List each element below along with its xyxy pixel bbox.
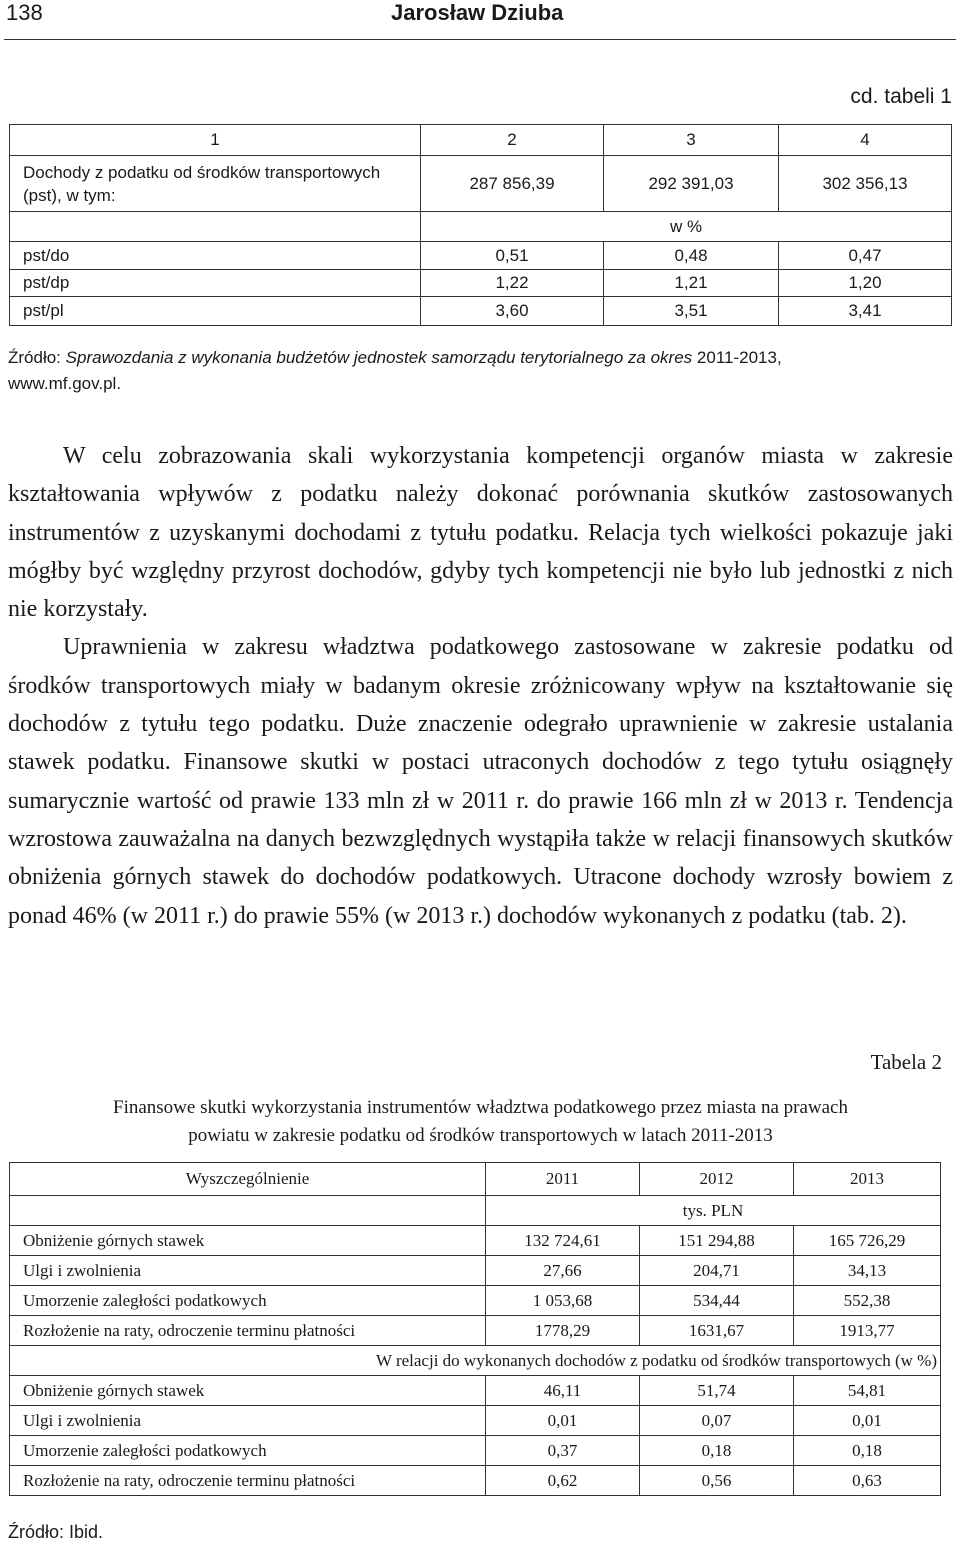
table-row <box>10 297 952 326</box>
paragraph: W celu zobrazowania skali wykorzystania kompetencji organów miasta w zakresie kształtowania wpływów z podatku należy dokonać porównania skutków zastosowanych instrumentów z uzyskanymi dochodami z tytułu podatku. Relacja tych wielkości pokazuje jaki mógłby być względny przyrost dochodów, gdyby tych kompetencji nie było lub jednostki z nich nie korzystały. <box>8 443 953 623</box>
col-number: 4 <box>779 125 952 156</box>
unit-label: tys. PLN <box>486 1196 941 1226</box>
cell-value: 0,18 <box>640 1436 794 1466</box>
empty-cell <box>10 1196 486 1226</box>
column-header: 2013 <box>794 1163 941 1196</box>
source-prefix: Źródło: <box>8 348 61 367</box>
cell-value: 165 726,29 <box>794 1226 941 1256</box>
table-continuation-label: cd. tabeli 1 <box>850 85 952 108</box>
paragraph: Uprawnienia w zakresu władztwa podatkowego zastosowane w zakresie podatku od środków transportowych miały w badanym okresie zróżnicowany wpływ na kształtowanie się dochodów z tytułu tego podatku. Duże znaczenie odegrało uprawnienie w zakresie ustalania stawek podatku. Finansowe skutki w postaci utraconych dochodów z tego tytułu osiągnęły sumarycznie wartość od prawie 133 mln zł w 2011 r. do prawie 166 mln zł w 2013 r. Tendencja wzrostowa zauważalna na danych bezwzględnych wystąpiła także w relacji finansowych skutków obniżenia górnych stawek do dochodów podatkowych. Utracone dochody wzrosły bowiem z ponad 46% (w 2011 r.) do prawie 55% (w 2013 r.) dochodów wykonanych z podatku (tab. 2). <box>8 634 953 929</box>
row-label: Ulgi i zwolnienia <box>10 1256 486 1286</box>
table-row <box>10 270 952 297</box>
table-row <box>10 1256 941 1286</box>
table-row <box>10 1466 941 1496</box>
row-label: Umorzenie zaległości podatkowych <box>10 1286 486 1316</box>
table-row <box>10 1286 941 1316</box>
cell-value: 0,37 <box>486 1436 640 1466</box>
cell-value: 0,07 <box>640 1406 794 1436</box>
cell-value: 1 053,68 <box>486 1286 640 1316</box>
cell-value: 27,66 <box>486 1256 640 1286</box>
table-2-label: Tabela 2 <box>870 1050 942 1074</box>
table-row <box>10 242 952 270</box>
cell-value: 204,71 <box>640 1256 794 1286</box>
cell-value: 1631,67 <box>640 1316 794 1346</box>
row-label: Rozłożenie na raty, odroczenie terminu płatności <box>10 1466 486 1496</box>
table-row <box>10 1376 941 1406</box>
column-header: Wyszczególnienie <box>10 1163 486 1196</box>
cell-value: 151 294,88 <box>640 1226 794 1256</box>
row-label: pst/pl <box>10 297 421 326</box>
unit-label: W relacji do wykonanych dochodów z podatku od środków transportowych (w %) <box>10 1346 941 1376</box>
source-years: 2011-2013, <box>696 348 782 367</box>
running-head-author: Jarosław Dziuba <box>391 0 564 25</box>
row-label: Obniżenie górnych stawek <box>10 1376 486 1406</box>
source-url: www.mf.gov.pl. <box>8 374 122 393</box>
page-header <box>0 0 960 40</box>
cell-value: 534,44 <box>640 1286 794 1316</box>
cell-value: 0,48 <box>604 242 779 270</box>
cell-value: 1,22 <box>421 270 604 297</box>
table-2-source: Źródło: Ibid. <box>8 1522 104 1542</box>
row-label: pst/dp <box>10 270 421 297</box>
caption-line: powiatu w zakresie podatku od środków transportowych w latach 2011-2013 <box>188 1125 773 1146</box>
cell-value: 302 356,13 <box>779 156 952 212</box>
table-row <box>10 1406 941 1436</box>
row-label: Dochody z podatku od środków transportowych (pst), w tym: <box>10 156 421 212</box>
cell-value: 54,81 <box>794 1376 941 1406</box>
row-label: Umorzenie zaległości podatkowych <box>10 1436 486 1466</box>
table-1 <box>9 124 952 326</box>
body-text <box>8 437 953 935</box>
cell-value: 0,62 <box>486 1466 640 1496</box>
cell-value: 292 391,03 <box>604 156 779 212</box>
table-row <box>10 1346 941 1376</box>
cell-value: 287 856,39 <box>421 156 604 212</box>
table-row <box>10 1196 941 1226</box>
cell-value: 3,60 <box>421 297 604 326</box>
empty-cell <box>10 212 421 242</box>
cell-value: 34,13 <box>794 1256 941 1286</box>
source-title: Sprawozdania z wykonania budżetów jednostek samorządu terytorialnego za okres <box>65 348 693 367</box>
table-row <box>10 1226 941 1256</box>
column-header: 2011 <box>486 1163 640 1196</box>
cell-value: 3,51 <box>604 297 779 326</box>
cell-value: 0,01 <box>486 1406 640 1436</box>
row-label: pst/do <box>10 242 421 270</box>
table-row <box>10 1436 941 1466</box>
cell-value: 3,41 <box>779 297 952 326</box>
col-number: 1 <box>10 125 421 156</box>
cell-value: 1,20 <box>779 270 952 297</box>
header-rule <box>4 39 956 40</box>
table-2 <box>9 1162 941 1496</box>
cell-value: 0,63 <box>794 1466 941 1496</box>
table-1-source <box>8 345 958 397</box>
table-row <box>10 156 952 212</box>
table-row <box>10 1316 941 1346</box>
cell-value: 132 724,61 <box>486 1226 640 1256</box>
cell-value: 0,56 <box>640 1466 794 1496</box>
cell-value: 46,11 <box>486 1376 640 1406</box>
table-row <box>10 212 952 242</box>
row-label: Rozłożenie na raty, odroczenie terminu płatności <box>10 1316 486 1346</box>
cell-value: 1778,29 <box>486 1316 640 1346</box>
cell-value: 0,51 <box>421 242 604 270</box>
cell-value: 552,38 <box>794 1286 941 1316</box>
table-2-caption <box>8 1094 953 1150</box>
row-label: Ulgi i zwolnienia <box>10 1406 486 1436</box>
cell-value: 0,47 <box>779 242 952 270</box>
caption-line: Finansowe skutki wykorzystania instrumentów władztwa podatkowego przez miasta na prawach <box>113 1097 848 1118</box>
cell-value: 0,18 <box>794 1436 941 1466</box>
table-header-row <box>10 1163 941 1196</box>
table-row <box>10 125 952 156</box>
col-number: 3 <box>604 125 779 156</box>
col-number: 2 <box>421 125 604 156</box>
column-header: 2012 <box>640 1163 794 1196</box>
cell-value: 0,01 <box>794 1406 941 1436</box>
row-label: Obniżenie górnych stawek <box>10 1226 486 1256</box>
cell-value: 51,74 <box>640 1376 794 1406</box>
cell-value: 1,21 <box>604 270 779 297</box>
page-number: 138 <box>6 0 43 25</box>
cell-value: 1913,77 <box>794 1316 941 1346</box>
unit-label: w % <box>421 212 952 242</box>
